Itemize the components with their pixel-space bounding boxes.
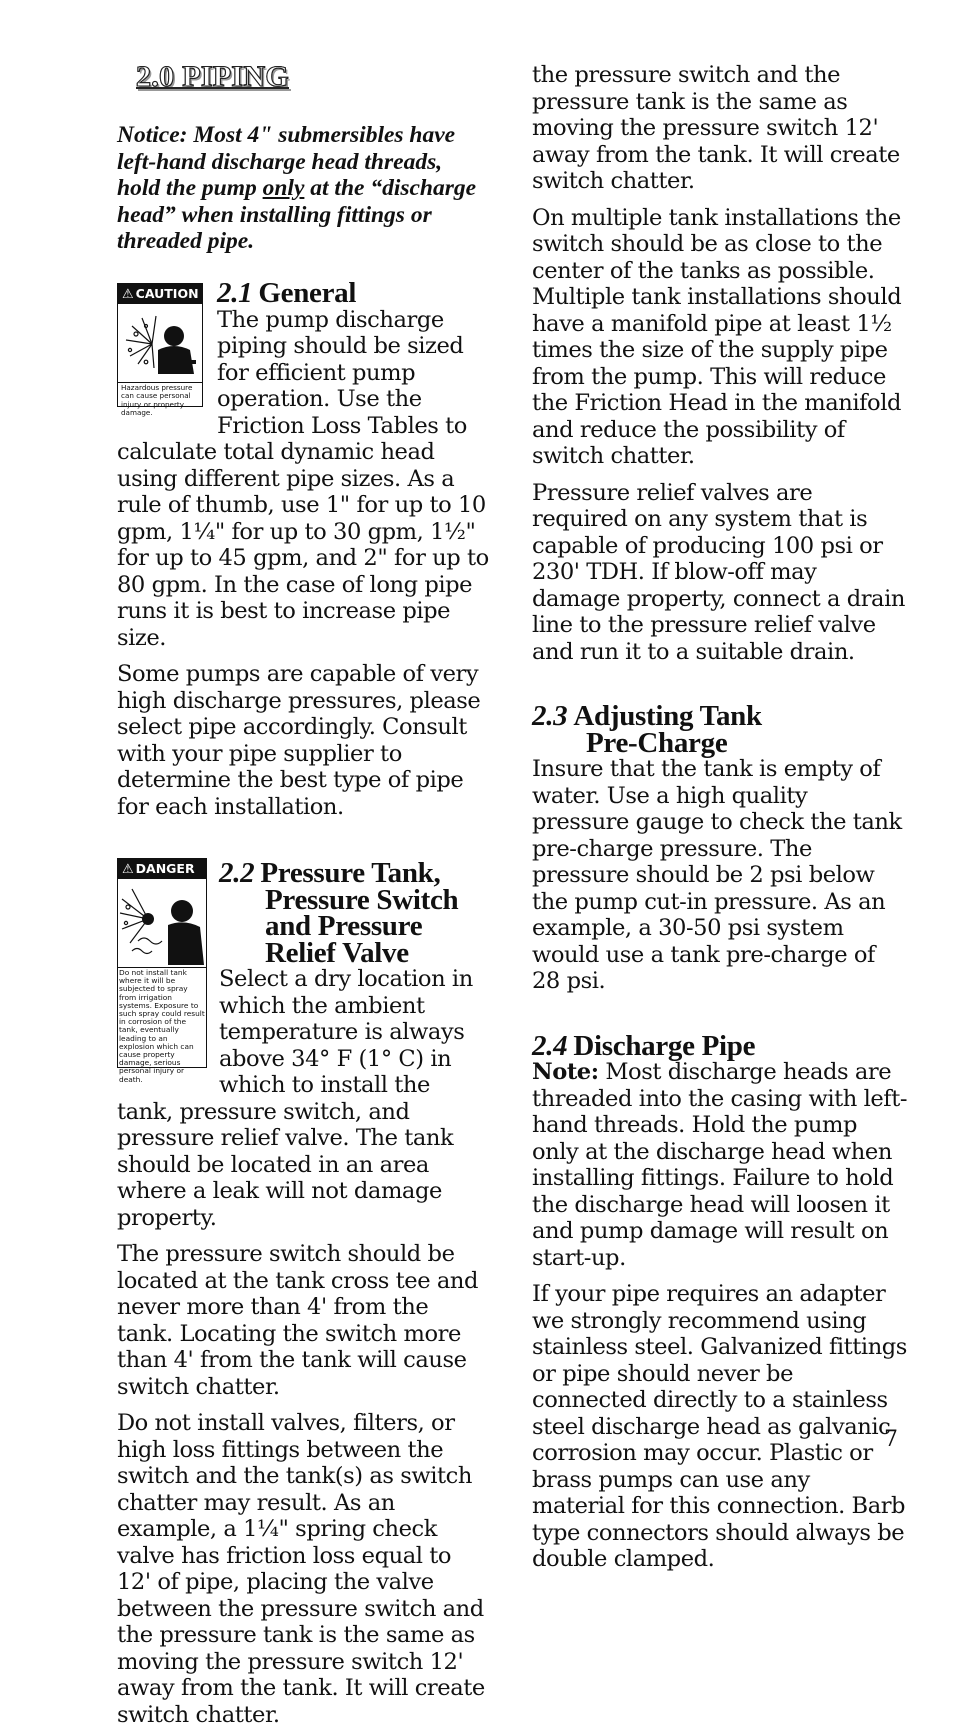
- s24-paragraph-1: [532, 1059, 908, 1271]
- s23-title-line-2: Pre-Charge: [586, 726, 728, 759]
- s22-paragraph-3-continued: the pressure switch and the pressure tank is the same as moving the pressure switch 12' away from the tank. It will create switch chatter.: [532, 62, 900, 194]
- danger-label: DANGER: [135, 861, 195, 876]
- s24-paragraph-2: If your pipe requires an adapter we strongly recommend using stainless steel. Galvanized fittings or pipe should never be connected directly to a stainless steel discharge head as galvanic corrosion may occur. Plastic or brass pumps can use any material for this connection. Barb type connectors should always be double clamped.: [532, 1281, 907, 1572]
- pressure-burst-icon: [118, 304, 201, 382]
- s24-note-label: Note:: [532, 1059, 599, 1085]
- s22-number: 2.2: [219, 857, 255, 889]
- s21-paragraph-1: The pump discharge piping should be sized for efficient pump operation. Use the Friction Loss Tables to calculate total dynamic head using different pipe sizes. As a rule of thumb, use 1" for up to 10 gpm, 1¼" for up to 30 gpm, 1½" for up to 45 gpm, and 2" for up to 80 gpm. In the case of long pipe runs it is best to increase pipe size.: [117, 306, 489, 651]
- s22-paragraph-1: Select a dry location in which the ambient temperature is always above 34° F (1° C) in which to install the tank, pressure switch, and pressure relief valve. The tank should be located in an area where a leak will not damage property.: [117, 966, 473, 1231]
- s23-title-line-1: Adjusting Tank: [573, 700, 762, 732]
- s22-paragraph-5: Pressure relief valves are required on any system that is capable of producing 100 psi or 230' TDH. If blow-off may damage property, connect a drain line to the pressure relief valve and run it to a suitable drain.: [532, 479, 905, 665]
- s22-paragraph-4: On multiple tank installations the switch should be as close to the center of the tanks as possible. Multiple tank installations should have a manifold pipe at least 1½ times the size of the supply pipe from the pump. This will reduce the Friction Head in the manifold and reduce the possibility of switch chatter.: [532, 204, 902, 469]
- s23-paragraph-1: Insure that the tank is empty of water. Use a high quality pressure gauge to check the tank pre-charge pressure. The pressure should be 2 psi below the pump cut-in pressure. As an example, a 30-50 psi system would use a tank pre-charge of 28 psi.: [532, 756, 902, 994]
- spray-burst-icon: [118, 879, 205, 967]
- caution-bar: [118, 284, 202, 304]
- s24-heading: [532, 1029, 908, 1062]
- s22-title-line-2: Pressure Switch: [265, 883, 459, 916]
- danger-sign: [117, 858, 207, 1084]
- s21-title: General: [258, 277, 357, 309]
- notice-after: at the “discharge head” when installing fittings or threaded pipe.: [117, 175, 477, 254]
- page-number: 7: [884, 1427, 898, 1452]
- s24-number: 2.4: [532, 1029, 568, 1062]
- s22-paragraph-3: Do not install valves, filters, or high loss fittings between the switch and the tank(s) as switch chatter may result. As an example, a 1¼" spring check valve has friction loss equal to 12' of pipe, placing the valve between the pressure switch and the pressure tank is the same as moving the pressure switch 12' away from the tank. It will create switch chatter.: [117, 1410, 485, 1728]
- notice-before: Notice: Most 4" submersibles have left-hand discharge head threads, hold the pump: [117, 122, 456, 201]
- danger-caption: Do not install tank where it will be subjected to spray from irrigation systems. Exposure to such spray could result in corrosion of the tank, eventually leading to an explosion which can cause property damage, serious personal injury or death.: [119, 968, 205, 1084]
- notice-text: [117, 122, 487, 255]
- warning-triangle-icon: ⚠: [122, 287, 134, 302]
- s22-paragraph-2: The pressure switch should be located at the tank cross tee and never more than 4' from the tank. Locating the switch more than 4' from the tank will cause switch chatter.: [117, 1241, 479, 1400]
- s21-number: 2.1: [217, 277, 253, 309]
- s22-title-line-1: Pressure Tank,: [260, 857, 441, 889]
- notice-emphasis: only: [262, 175, 305, 201]
- caution-label: CAUTION: [135, 286, 199, 301]
- s23-number: 2.3: [532, 700, 568, 732]
- caution-sign: [117, 283, 203, 418]
- s23-heading: [532, 700, 908, 759]
- warning-triangle-icon: ⚠: [122, 862, 134, 877]
- s22-title-line-4: Relief Valve: [265, 936, 409, 969]
- caution-caption: Hazardous pressure can cause personal injury or property damage.: [118, 382, 202, 419]
- danger-bar: [118, 859, 206, 879]
- left-column: [117, 277, 489, 1728]
- s21-paragraph-2: Some pumps are capable of very high discharge pressures, please select pipe accordingly. Consult with your pipe supplier to determine the best type of pipe for each installation.: [117, 661, 481, 820]
- s24-title: Discharge Pipe: [573, 1029, 756, 1062]
- s24-note-text: Most discharge heads are threaded into the casing with left-hand threads. Hold the pump only at the discharge head when installing fittings. Failure to hold the discharge head will loosen it and pump damage will result on start-up.: [532, 1059, 908, 1271]
- section-title: 2.0 PIPING: [136, 60, 289, 93]
- right-column: [532, 62, 908, 1583]
- s22-title-line-3: and Pressure: [265, 910, 423, 942]
